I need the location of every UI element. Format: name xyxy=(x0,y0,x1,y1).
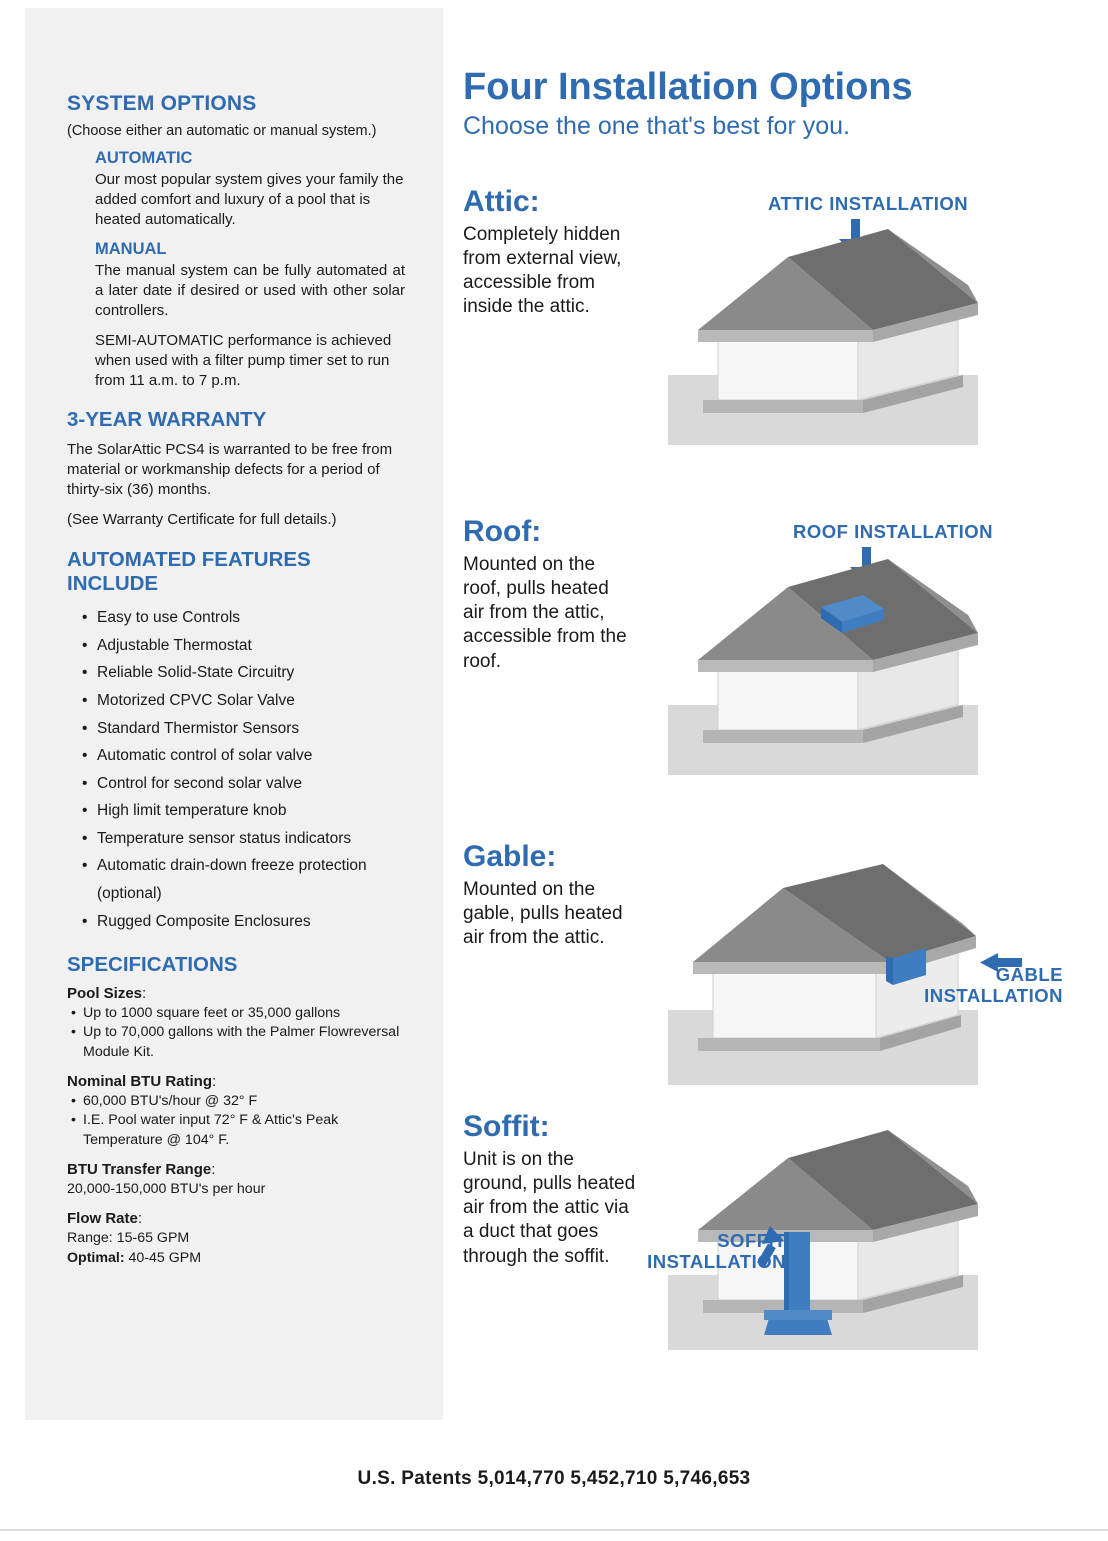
features-heading: AUTOMATED FEATURES INCLUDE xyxy=(67,548,311,596)
section-text-roof: Mounted on the roof, pulls heated air from the attic, accessible from the roof. xyxy=(463,554,627,672)
callout-gable-line2: INSTALLATION xyxy=(924,985,1063,1007)
features-list xyxy=(67,604,405,935)
list-item: • Easy to use Controls xyxy=(97,604,405,632)
callout-soffit-line1: SOFFIT xyxy=(717,1230,786,1251)
spec-group-btu-rating xyxy=(67,1073,405,1150)
page-title: Four Installation Options xyxy=(463,66,913,108)
system-options-heading: SYSTEM OPTIONS xyxy=(67,92,257,115)
page-subtitle: Choose the one that's best for you. xyxy=(463,111,850,140)
section-soffit xyxy=(463,1110,1083,1410)
warranty-note: (See Warranty Certificate for full details.) xyxy=(67,511,337,529)
section-text-soffit: Unit is on the ground, pulls heated air from the attic via a duct that goes through the soffit. xyxy=(463,1149,636,1267)
list-item: • Up to 70,000 gallons with the Palmer Flowreversal Module Kit. xyxy=(81,1023,405,1062)
section-gable xyxy=(463,840,1083,1140)
section-text-attic: Completely hidden from external view, accessible from inside the attic. xyxy=(463,224,622,318)
section-heading-roof: Roof: xyxy=(463,515,542,548)
patents-footer: U.S. Patents 5,014,770 5,452,710 5,746,653 xyxy=(357,1468,751,1489)
section-heading-soffit: Soffit: xyxy=(463,1110,550,1143)
callout-gable xyxy=(913,964,1063,1007)
spec-title: Flow Rate: xyxy=(67,1210,143,1228)
automatic-block xyxy=(95,149,405,390)
soffit-illustration xyxy=(647,1110,1083,1410)
spec-title: Nominal BTU Rating: xyxy=(67,1073,217,1091)
spec-line-optimal: Optimal: 40-45 GPM xyxy=(67,1249,202,1266)
automatic-text: Our most popular system gives your family the added comfort and luxury of a pool that is heated automatically. xyxy=(95,171,404,228)
list-item: • I.E. Pool water input 72° F & Attic's Peak Temperature @ 104° F. xyxy=(81,1111,405,1150)
manual-label: MANUAL xyxy=(95,239,167,258)
callout-soffit xyxy=(641,1230,786,1273)
list-item: • Up to 1000 square feet or 35,000 gallons xyxy=(81,1004,405,1023)
list-item: • Rugged Composite Enclosures xyxy=(97,908,405,936)
callout-roof: ROOF INSTALLATION xyxy=(793,521,993,542)
house-attic-svg xyxy=(658,185,1083,475)
list-item: • Automatic drain-down freeze protection (optional) xyxy=(97,852,405,907)
spec-group-flow-rate xyxy=(67,1210,405,1268)
spec-group-btu-transfer xyxy=(67,1161,405,1199)
automatic-label: AUTOMATIC xyxy=(95,149,193,167)
list-item: • Control for second solar valve xyxy=(97,770,405,798)
semi-automatic-text: SEMI-AUTOMATIC performance is achieved when used with a filter pump timer set to run from 11 a.m. to 7 p.m. xyxy=(95,331,392,389)
section-heading-attic: Attic: xyxy=(463,185,540,218)
section-text-gable: Mounted on the gable, pulls heated air from the attic. xyxy=(463,879,623,949)
manual-text: The manual system can be fully automated at a later date if desired or used with other solar controllers. xyxy=(95,261,405,319)
spec-title: Pool Sizes: xyxy=(67,985,147,1003)
spec-line: 20,000-150,000 BTU's per hour xyxy=(67,1181,266,1197)
list-item: • Standard Thermistor Sensors xyxy=(97,715,405,743)
list-item: • Motorized CPVC Solar Valve xyxy=(97,687,405,715)
spec-title: BTU Transfer Range: xyxy=(67,1161,216,1178)
warranty-heading: 3-YEAR WARRANTY xyxy=(67,408,267,432)
sidebar-panel xyxy=(25,8,443,1420)
warranty-text: The SolarAttic PCS4 is warranted to be free from material or workmanship defects for a period of thirty-six (36) months. xyxy=(67,441,393,499)
system-options-note: (Choose either an automatic or manual system.) xyxy=(67,123,377,139)
list-item: • 60,000 BTU's/hour @ 32° F xyxy=(81,1092,405,1111)
callout-gable-line1: GABLE xyxy=(995,964,1063,985)
house-roof-svg xyxy=(658,515,1083,805)
roof-illustration xyxy=(658,515,1083,815)
section-attic xyxy=(463,185,1083,485)
list-item: • Adjustable Thermostat xyxy=(97,632,405,660)
callout-soffit-line2: INSTALLATION xyxy=(647,1251,786,1273)
specifications-heading: SPECIFICATIONS xyxy=(67,953,238,977)
spec-bullets xyxy=(67,1092,405,1150)
spec-group-pool-sizes xyxy=(67,985,405,1062)
main-header xyxy=(463,68,1083,141)
footer-divider xyxy=(0,1529,1108,1531)
spec-bullets xyxy=(67,1004,405,1062)
callout-attic: ATTIC INSTALLATION xyxy=(768,193,969,214)
section-heading-gable: Gable: xyxy=(463,840,557,873)
list-item: • Automatic control of solar valve xyxy=(97,742,405,770)
gable-illustration xyxy=(658,840,1083,1140)
section-roof xyxy=(463,515,1083,815)
list-item: • Reliable Solid-State Circuitry xyxy=(97,659,405,687)
list-item: • High limit temperature knob xyxy=(97,797,405,825)
list-item: • Temperature sensor status indicators xyxy=(97,825,405,853)
attic-illustration xyxy=(658,185,1083,485)
spec-line: Range: 15-65 GPM xyxy=(67,1230,190,1247)
